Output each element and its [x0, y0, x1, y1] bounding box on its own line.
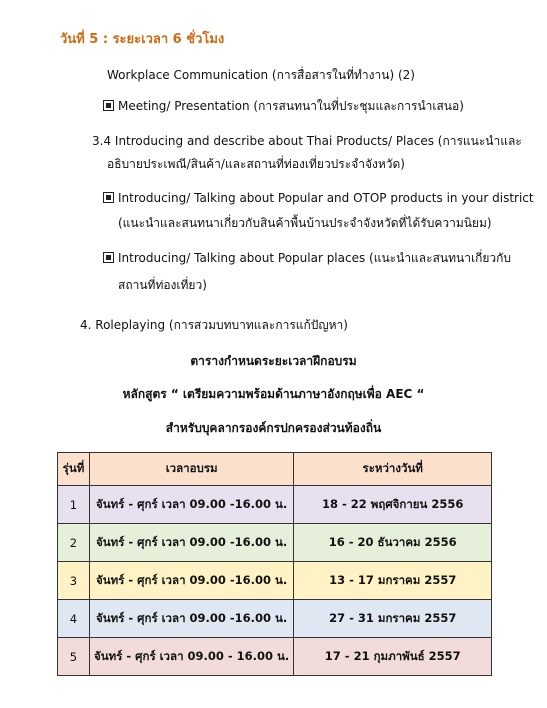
header-batch: รุ่นที่ [58, 453, 90, 486]
training-dates: 17 - 21 กุมภาพันธ์ 2557 [294, 638, 492, 676]
training-time: จันทร์ - ศุกร์ เวลา 09.00 - 16.00 น. [89, 638, 293, 676]
table-header-row [58, 453, 492, 486]
training-time: จันทร์ - ศุกร์ เวลา 09.00 -16.00 น. [89, 486, 293, 524]
checkbox-icon [103, 252, 114, 263]
intro-line-1: 3.4 Introducing and describe about Thai Products/ Places (การแนะนำและ [92, 134, 522, 148]
table-row [58, 562, 492, 600]
places-line-2: สถานที่ท่องเที่ยว) [118, 278, 207, 292]
meeting-item [103, 97, 464, 116]
workplace-line: Workplace Communication (การสื่อสารในที่ทำงาน) (2) [107, 68, 415, 82]
roleplay-line: 4. Roleplaying (การสวมบทบาทและการแก้ปัญหา) [80, 318, 348, 332]
batch-number: 2 [58, 524, 90, 562]
places-label: Introducing/ Talking about Popular places (แนะนำและสนทนาเกี่ยวกับ [118, 251, 511, 265]
otop-label: Introducing/ Talking about Popular and OTOP products in your district [118, 191, 534, 205]
header-dates: ระหว่างวันที่ [294, 453, 492, 486]
training-dates: 27 - 31 มกราคม 2557 [294, 600, 492, 638]
schedule-table [57, 452, 492, 676]
table-row [58, 524, 492, 562]
otop-line-2: (แนะนำและสนทนาเกี่ยวกับสินค้าพื้นบ้านประจำจังหวัดที่ได้รับความนิยม) [118, 216, 492, 230]
batch-number: 5 [58, 638, 90, 676]
meeting-label: Meeting/ Presentation (การสนทนาในที่ประชุมและการนำเสนอ) [118, 99, 464, 113]
checkbox-icon [103, 192, 114, 203]
training-dates: 13 - 17 มกราคม 2557 [294, 562, 492, 600]
table-row [58, 486, 492, 524]
otop-item [103, 191, 534, 205]
table-row [58, 600, 492, 638]
checkbox-icon [103, 100, 114, 111]
training-time: จันทร์ - ศุกร์ เวลา 09.00 -16.00 น. [89, 524, 293, 562]
day-heading: วันที่ 5 : ระยะเวลา 6 ชั่วโมง [60, 32, 225, 47]
table-row [58, 638, 492, 676]
table-title: ตารางกำหนดระยะเวลาฝึกอบรม [190, 354, 357, 368]
batch-number: 3 [58, 562, 90, 600]
training-dates: 16 - 20 ธันวาคม 2556 [294, 524, 492, 562]
training-time: จันทร์ - ศุกร์ เวลา 09.00 -16.00 น. [89, 562, 293, 600]
header-time: เวลาอบรม [89, 453, 293, 486]
batch-number: 1 [58, 486, 90, 524]
places-item [103, 249, 511, 268]
audience-line: สำหรับบุคลากรองค์กรปกครองส่วนท้องถิ่น [165, 421, 382, 435]
intro-line-2: อธิบายประเพณี/สินค้า/และสถานที่ท่องเที่ยวประจำจังหวัด) [107, 157, 405, 171]
training-time: จันทร์ - ศุกร์ เวลา 09.00 -16.00 น. [89, 600, 293, 638]
course-title: หลักสูตร “ เตรียมความพร้อมด้านภาษาอังกฤษเพื่อ AEC “ [122, 387, 425, 401]
training-dates: 18 - 22 พฤศจิกายน 2556 [294, 486, 492, 524]
batch-number: 4 [58, 600, 90, 638]
